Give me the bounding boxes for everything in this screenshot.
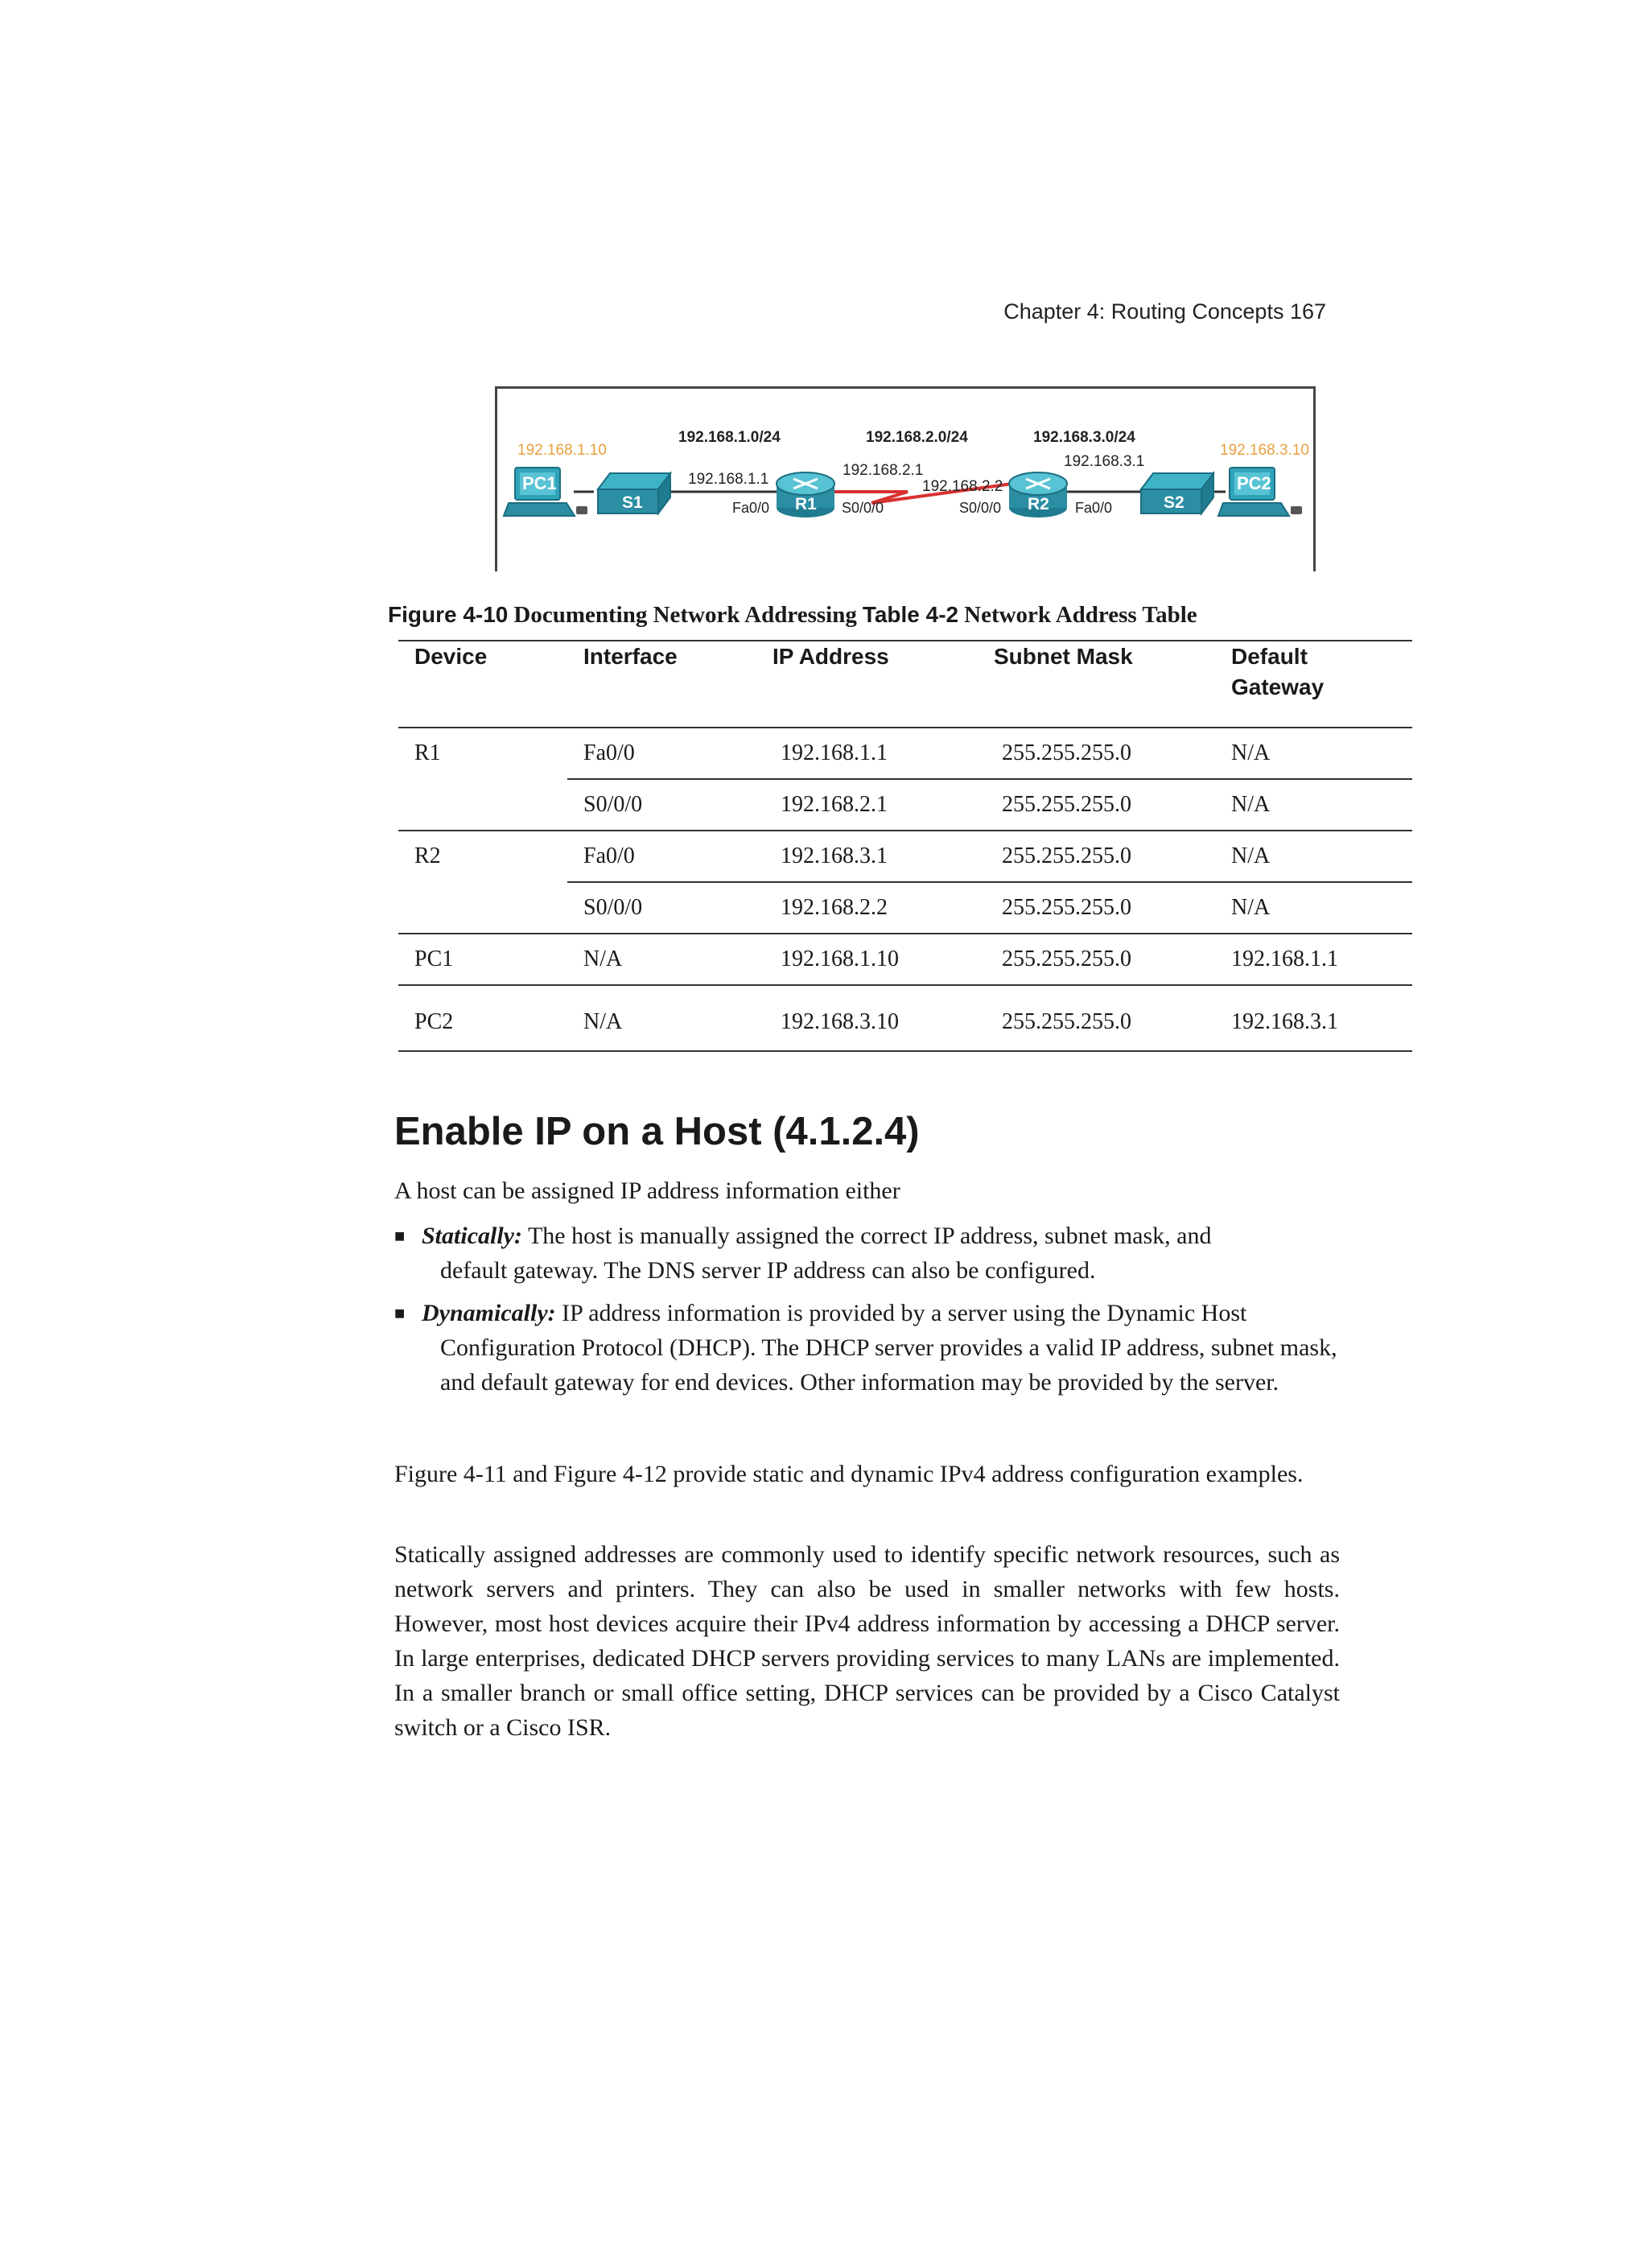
pc1-label: PC1 (522, 473, 557, 493)
pc2-ip-label: 192.168.3.10 (1220, 442, 1309, 459)
figure-label: Figure 4-10 (388, 602, 509, 627)
r2-lan-ip-label: 192.168.3.1 (1064, 453, 1145, 470)
r1-label: R1 (795, 495, 817, 513)
header-ip-address: IP Address (772, 644, 889, 669)
table-row (398, 779, 1412, 831)
intro-paragraph: A host can be assigned IP address information either (394, 1177, 900, 1204)
table-row (398, 728, 1412, 779)
r1-wan-interface-label: S0/0/0 (842, 500, 884, 516)
cell-device: PC1 (414, 946, 454, 971)
bullet-item-statically (394, 1219, 1376, 1288)
subnet-label-3: 192.168.3.0/24 (1033, 429, 1135, 446)
paragraph-static-dhcp: Statically assigned addresses are commonly used to identify specific network resources, such as network servers and printers. They can also be used in smaller networks with few hosts. However, most host devices acquire their IPv4 address information by accessing a DHCP server. In large enterprises, dedicated DHCP servers providing services to many LANs are implemented. In a smaller branch or small office setting, DHCP services can be provided by a Cisco Catalyst switch or a Cisco ISR. (394, 1541, 1340, 1741)
table-row (398, 985, 1412, 1051)
r1-lan-ip-label: 192.168.1.1 (688, 471, 769, 488)
running-head: Chapter 4: Routing Concepts 167 (1003, 299, 1326, 324)
bullet-term: Dynamically: (422, 1300, 556, 1326)
cell-interface: N/A (583, 1009, 623, 1034)
cell-interface: S0/0/0 (583, 792, 643, 817)
cell-gateway: N/A (1231, 740, 1271, 765)
r2-wan-interface-label: S0/0/0 (959, 500, 1002, 516)
cell-interface: N/A (583, 946, 623, 971)
table-row (398, 831, 1412, 882)
cell-interface: S0/0/0 (583, 895, 643, 920)
figure-table-caption (388, 602, 1197, 629)
header-interface: Interface (583, 644, 678, 669)
cell-gateway: 192.168.3.1 (1231, 1009, 1338, 1034)
cell-device: R1 (414, 740, 441, 765)
cell-ip-address: 192.168.1.1 (781, 740, 888, 765)
cell-ip-address: 192.168.3.1 (781, 843, 888, 868)
header-device: Device (414, 644, 488, 669)
cell-subnet-mask: 255.255.255.0 (1002, 740, 1131, 765)
bullet-square-icon: ■ (394, 1303, 406, 1323)
r2-wan-ip-label: 192.168.2.2 (922, 478, 1003, 495)
r1-wan-ip-label: 192.168.2.1 (843, 462, 924, 479)
cell-device: PC2 (414, 1009, 454, 1034)
r1-router-icon (777, 472, 834, 518)
cell-gateway: N/A (1231, 792, 1271, 817)
cell-device (398, 779, 567, 831)
cell-ip-address: 192.168.1.10 (781, 946, 899, 971)
cell-ip-address: 192.168.3.10 (781, 1009, 899, 1034)
table-row (398, 934, 1412, 985)
figure-title: Documenting Network Addressing (513, 602, 857, 628)
cell-gateway: 192.168.1.1 (1231, 946, 1338, 971)
cell-subnet-mask: 255.255.255.0 (1002, 895, 1131, 920)
network-diagram-figure (495, 386, 1316, 571)
section-heading: Enable IP on a Host (4.1.2.4) (394, 1110, 920, 1153)
pc2-computer-icon (1218, 468, 1302, 516)
bullet-item-dynamically (394, 1296, 1376, 1400)
cell-gateway: N/A (1231, 895, 1271, 920)
paragraph-figure-reference: Figure 4-11 and Figure 4-12 provide static and dynamic IPv4 address configuration examples. (394, 1461, 1304, 1487)
cell-gateway: N/A (1231, 843, 1271, 868)
s1-switch-icon (598, 473, 670, 513)
table-label: Table 4-2 (862, 602, 959, 627)
s2-label: S2 (1164, 493, 1184, 512)
r1-lan-interface-label: Fa0/0 (732, 500, 770, 516)
header-subnet-mask: Subnet Mask (994, 644, 1133, 669)
bullet-first-line: The host is manually assigned the correct IP address, subnet mask, and (521, 1223, 1212, 1249)
network-topology-diagram (497, 389, 1313, 571)
cell-subnet-mask: 255.255.255.0 (1002, 946, 1131, 971)
table-title: Network Address Table (964, 602, 1197, 628)
network-address-table (398, 640, 1412, 1052)
table-row (398, 882, 1412, 934)
cell-subnet-mask: 255.255.255.0 (1002, 843, 1131, 868)
cell-device: R2 (414, 843, 441, 868)
cell-ip-address: 192.168.2.2 (781, 895, 888, 920)
cell-interface: Fa0/0 (583, 843, 635, 868)
cell-subnet-mask: 255.255.255.0 (1002, 1009, 1131, 1034)
bullet-first-line: IP address information is provided by a server using the Dynamic Host (555, 1300, 1247, 1326)
header-gateway-line1: Default (1231, 644, 1308, 669)
bullet-continuation: Configuration Protocol (DHCP). The DHCP server provides a valid IP address, subnet mask, and default gateway for end devices. Other information may be provided by the server. (440, 1334, 1337, 1396)
header-default-gateway (1215, 641, 1412, 728)
r2-lan-interface-label: Fa0/0 (1075, 500, 1113, 516)
subnet-label-1: 192.168.1.0/24 (678, 429, 781, 446)
cell-subnet-mask: 255.255.255.0 (1002, 792, 1131, 817)
s1-label: S1 (622, 493, 643, 512)
cell-ip-address: 192.168.2.1 (781, 792, 888, 817)
subnet-label-2: 192.168.2.0/24 (866, 429, 968, 446)
pc2-label: PC2 (1237, 473, 1271, 493)
bullet-term: Statically: (422, 1223, 522, 1249)
table-header-row (398, 641, 1412, 728)
r2-router-icon (1009, 472, 1067, 518)
header-gateway-line2: Gateway (1231, 674, 1325, 699)
bullet-continuation: default gateway. The DNS server IP address can also be configured. (440, 1257, 1096, 1284)
cell-interface: Fa0/0 (583, 740, 635, 765)
s2-switch-icon (1141, 473, 1213, 513)
r2-label: R2 (1028, 495, 1049, 513)
pc1-ip-label: 192.168.1.10 (517, 442, 607, 459)
bullet-square-icon: ■ (394, 1226, 406, 1246)
cell-device (398, 882, 567, 934)
